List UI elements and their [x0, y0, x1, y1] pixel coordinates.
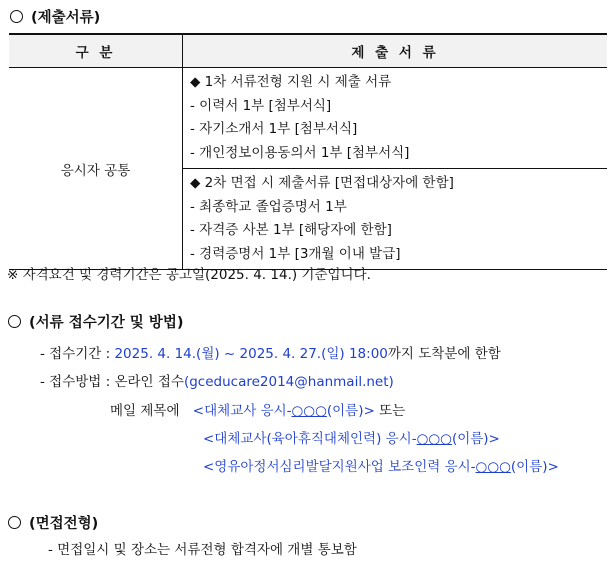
list-item: - 경력증명서 1부 [3개월 이내 발급]	[190, 245, 401, 262]
application-method-line	[40, 370, 394, 390]
list-item: - 개인정보이용동의서 1부 [첨부서식]	[190, 144, 410, 161]
period-value: 2025. 4. 14.(월) ~ 2025. 4. 27.(일) 18:00	[114, 346, 388, 362]
list-item: - 최종학교 졸업증명서 1부	[190, 198, 347, 215]
list-item: - 이력서 1부 [첨부서식]	[190, 97, 332, 114]
row-label-all-applicants: 응시자 공통	[9, 68, 183, 270]
interview-notice-line: - 면접일시 및 장소는 서류전형 합격자에 개별 통보함	[48, 542, 357, 558]
section-submission-title: (제출서류)	[10, 6, 100, 27]
group-heading: ◆ 2차 면접 시 제출서류 [면접대상자에 한함]	[190, 175, 454, 191]
application-period-line	[40, 342, 501, 362]
submission-documents-table	[9, 33, 607, 270]
mail-subject-label: 메일 제목에	[110, 403, 180, 419]
group-heading: ◆ 1차 서류전형 지원 시 제출 서류	[190, 74, 392, 90]
circle-bullet-icon	[10, 10, 23, 23]
period-suffix: 까지 도착분에 한함	[387, 346, 501, 362]
table-header-row	[9, 34, 607, 68]
header-category: 구 분	[9, 34, 183, 68]
list-item: - 자격증 사본 1부 [해당자에 한함]	[190, 222, 392, 238]
mail-subject-line-1	[110, 399, 405, 419]
list-item: - 자기소개서 1부 [첨부서식]	[190, 121, 358, 137]
document-group-stage2	[183, 169, 607, 269]
email-address-link[interactable]: (gceducare2014@hanmail.net)	[183, 374, 394, 390]
circle-bullet-icon	[8, 516, 21, 529]
table-row	[9, 68, 607, 270]
subject-format-2: <대체교사(육아휴직대체인력) 응시-○○○(이름)>	[203, 431, 500, 447]
subject-format-3: <영유아정서심리발달지원사업 보조인력 응시-○○○(이름)>	[203, 459, 559, 475]
section-interview-title: (면접전형)	[8, 512, 98, 533]
documents-cell	[183, 68, 608, 270]
reference-date-note: ※ 자격요건 및 경력기간은 공고일(2025. 4. 14.) 기준입니다.	[7, 267, 371, 283]
period-label: - 접수기간 :	[40, 346, 111, 362]
section-application-title: (서류 접수기간 및 방법)	[8, 311, 183, 332]
subject-or: 또는	[379, 403, 406, 419]
subject-format-1: <대체교사 응시-○○○(이름)>	[192, 403, 375, 419]
circle-bullet-icon	[8, 315, 21, 328]
document-group-stage1	[183, 68, 607, 169]
header-documents: 제 출 서 류	[183, 34, 608, 68]
method-label: - 접수방법 : 온라인 접수	[40, 374, 184, 390]
